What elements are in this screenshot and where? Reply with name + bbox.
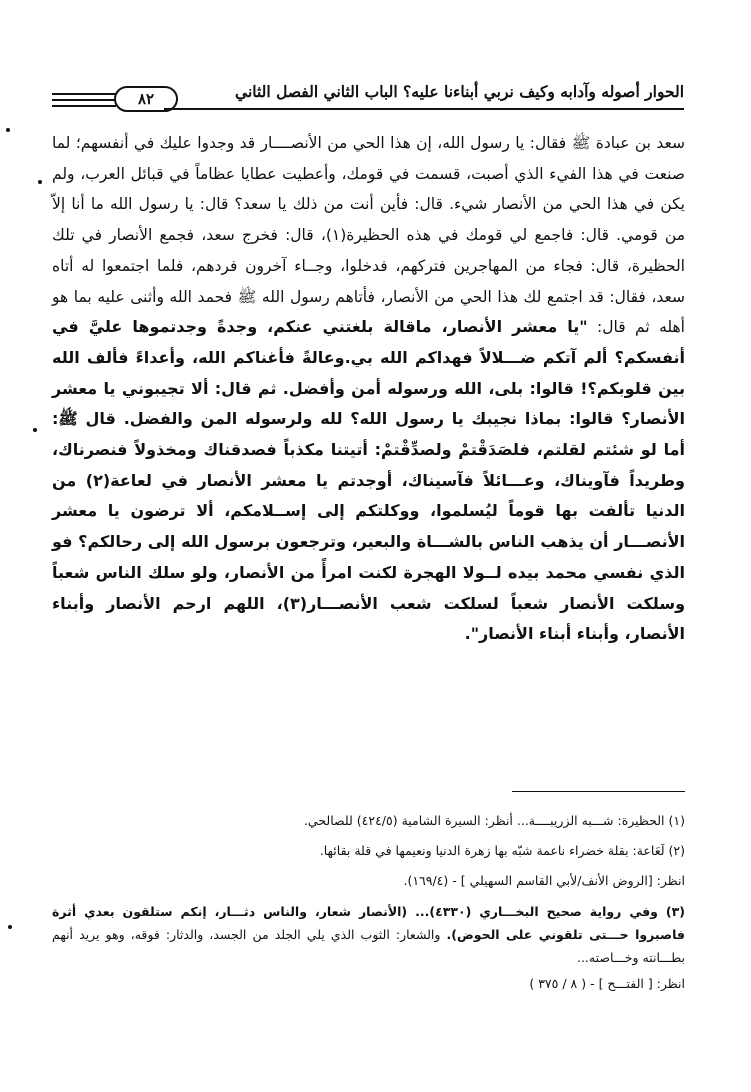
narration-text: سعد بن عبادة ﷺ فقال: يا رسول الله، إن هذا الحي من الأنصــــار قد وجدوا عليك في أنفسهم؛ لما صنعت في هذا الفيء الذي أصبت، قسمت في قومك، وأعطيت عطايا عظاماً في قبائل العرب، ولم يكن في هذا الحي من الأنصار شيء. قال: فأين أنت من ذلك يا سعد؟ قال: يا رسول الله ما أنا إلاّ من قومي. قال: فاجمع لي قومك في هذه الحظيرة(١)، قال: فخرج سعد، فجمع الأنصار في تلك الحظيرة، قال: فجاء من المهاجرين فتركهم، فدخلوا، وجــاء آخرون فردهم، فلما اجتمعوا له أتاه سعد، فقال: قد اجتمع لك هذا الحي من الأنصار، فأتاهم رسول الله ﷺ فحمد الله وأثنى عليه بما هو أهله ثم قال:	[52, 134, 686, 337]
page-number: ٨٢	[114, 86, 178, 112]
body-paragraph	[52, 128, 685, 650]
margin-mark	[33, 428, 37, 432]
footnote-2: (٢) لَعَاعة: بقلة خضراء ناعمة شبّه بها زهرة الدنيا ونعيمها في قلة بقائها.	[319, 843, 685, 858]
footnote-3-reference: انظر: [ الفتـــح ] - ( ٨ / ٣٧٥ )	[529, 976, 685, 991]
header-title: الحوار أصوله وآدابه وكيف نربي أبناءنا عليه؟ الباب الثاني الفصل الثاني	[235, 82, 684, 101]
header-rule	[164, 108, 684, 110]
footnote-separator	[512, 791, 685, 792]
footnote-3	[52, 900, 685, 969]
footnote-2-reference: انظر: [الروض الأنف/لأبي القاسم السهيلي ] - (١٦٩/٤).	[403, 873, 685, 888]
hadith-quote: "يا معشر الأنصار، ماقالة بلغتني عنكم، وجدةً وجدتموها عليَّ في أنفسكم؟ ألم آتكم ضـــلالاً فهداكم الله بي.وعالةً فأغناكم الله، وأعداءً فألف الله بين قلوبكم؟! قالوا: بلى، الله ورسوله أمن وأفضل. ثم قال: ألا تجيبوني يا معشر الأنصار؟ قالوا: بماذا نجيبك يا رسول الله؟ لله ولرسوله المن والفضل. قال ﷺ: أما لو شئتم لقلتم، فلصَدَقْتمْ ولصدِّقْتمْ: أتيتنا مكذباً فصدقناك ومخذولاً فنصرناك، وطريداً فآويناك، وعـــائلاً فآسيناك، أوجدتم يا معشر الأنصار في لعاعة(٢) من الدنيا تألفت بها قوماً ليُسلموا، ووكلتكم إلى إســلامكم، ألا ترضون يا معشر الأنصـــار أن يذهب الناس بالشـــاة والبعير، وترجعون برسول الله إلى رحالكم؟ فو الذي نفسي محمد بيده لــولا الهجرة لكنت امرأً من الأنصار، ولو سلك الناس شعباً وسلكت الأنصار شعباً لسلكت شعب الأنصـــار(٣)، اللهم ارحم الأنصار وأبناء الأنصار، وأبناء أبناء الأنصار".	[52, 317, 686, 644]
ornament-line-top	[52, 93, 116, 95]
margin-mark	[6, 128, 10, 132]
main-text	[52, 128, 685, 650]
margin-mark	[38, 180, 42, 184]
footnotes	[52, 806, 685, 999]
footnote-1: (١) الحظيرة: شـــبه الزريبــــة... أنظر: السيرة الشامية (٤٢٤/٥) للصالحي.	[303, 813, 685, 828]
margin-mark	[8, 925, 12, 929]
footnote-3-text: (٣) وفي رواية صحيح البخـــاري (٤٣٣٠)... (الأنصار شعار، والناس دثـــار، إنكم ستلقون بعدي أثرة فاصبروا حـــتى تلقوني على الحوض).	[52, 904, 685, 942]
page-header	[52, 78, 684, 118]
ornament-line-bottom	[52, 105, 116, 107]
footnote-3-explanation: والشعار: الثوب الذي يلي الجلد من الجسد، والدثار: فوقه، وهو يريد أنهم بطـــانته وخـــاصته...	[52, 927, 685, 965]
ornament-line-middle	[52, 99, 116, 101]
